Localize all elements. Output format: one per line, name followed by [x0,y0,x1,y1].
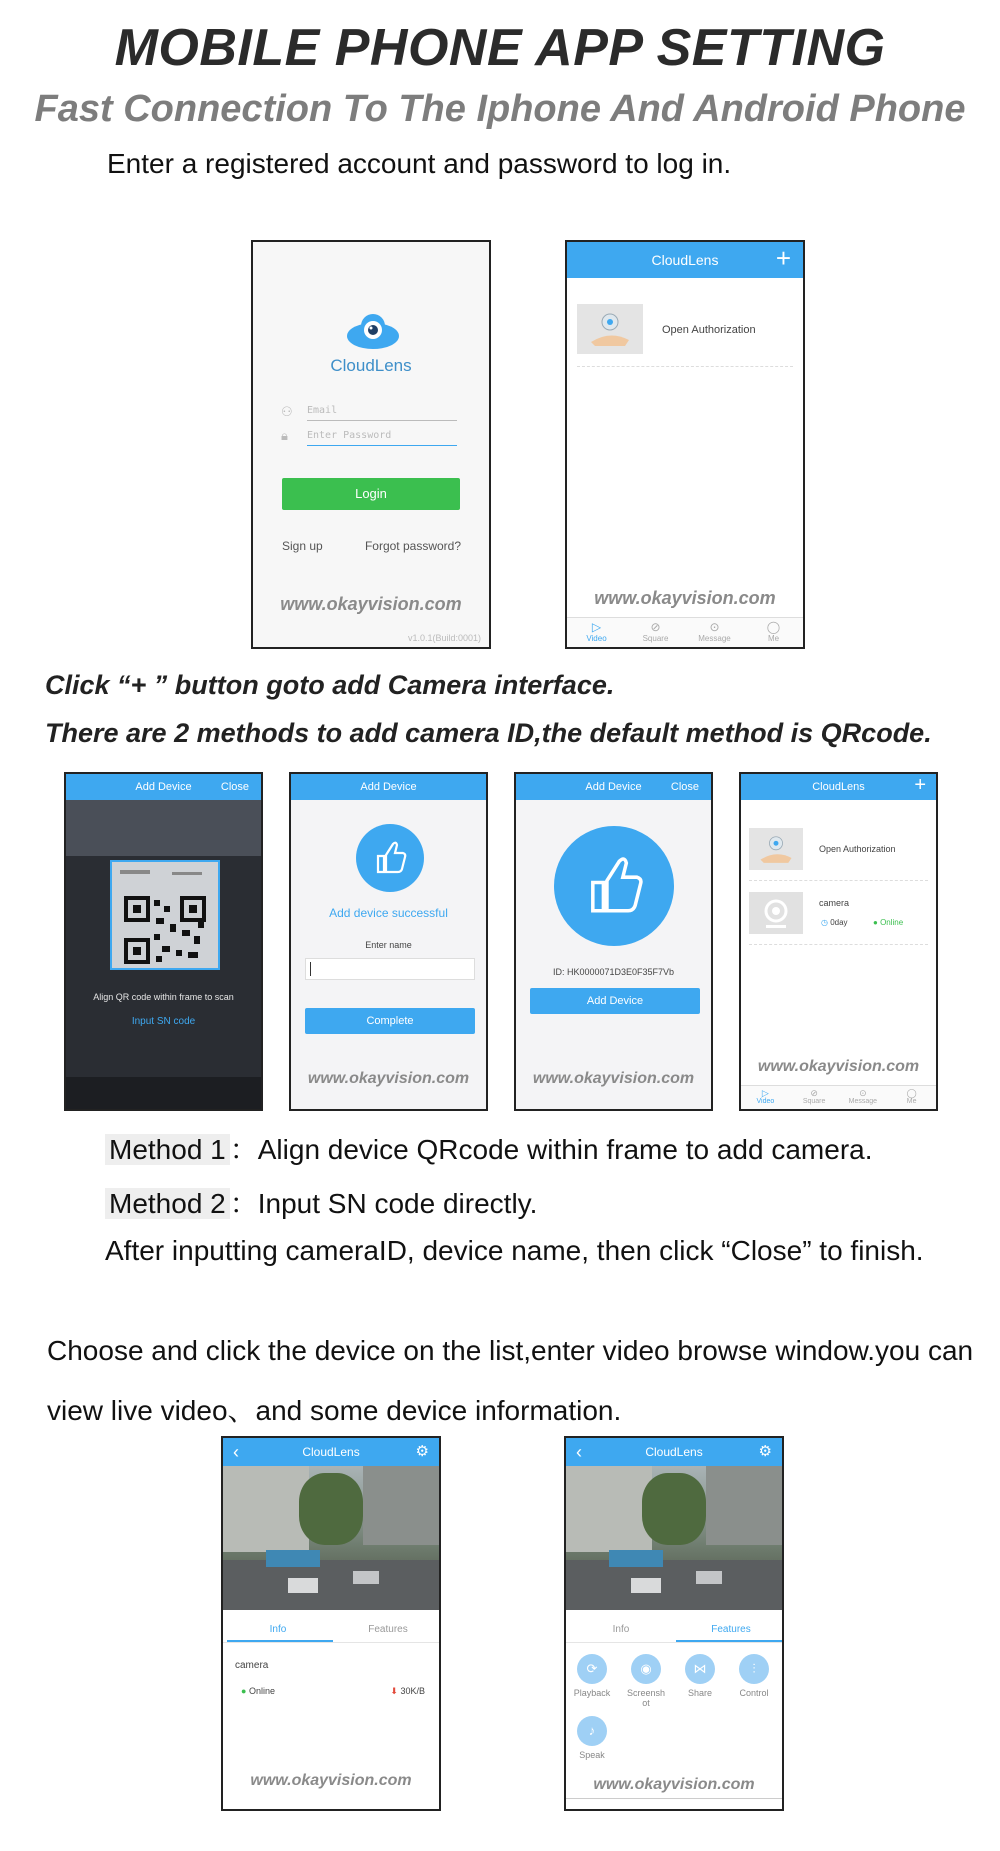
method1-label: Method 1 [105,1134,230,1165]
complete-button[interactable]: Complete [305,1008,475,1034]
tab-features[interactable]: Features [711,1624,751,1635]
screenshot-button[interactable]: ◉ Screensh ot [626,1654,666,1708]
forgot-password-link[interactable]: Forgot password? [364,539,461,553]
signup-link[interactable]: Sign up [282,539,323,553]
bottom-nav [567,617,803,647]
cloud-camera-logo [345,312,401,350]
tab-info[interactable]: Info [612,1624,630,1635]
page-title: MOBILE PHONE APP SETTING [114,19,886,77]
device-id-text: ID: HK0000071D3E0F35F7Vb [552,967,675,977]
clock-icon: ◷ [821,918,831,927]
watermark: www.okayvision.com [250,1772,412,1789]
divider [749,880,928,881]
back-icon[interactable]: ‹ [233,1442,239,1462]
watermark: www.okayvision.com [532,1070,695,1087]
camera-status: ● Online [241,1686,275,1696]
scan-header [66,774,261,800]
email-field[interactable]: Email [307,405,457,421]
home-title: CloudLens [651,252,719,268]
choose-text-line2: view live video、and some device information. [47,1395,622,1426]
list-header [741,774,936,800]
method2-line [105,1182,537,1222]
two-methods-text: There are 2 methods to add camera ID,the default method is QRcode. [45,718,932,748]
nav-me[interactable]: ◯ Me [744,618,803,647]
login-brand: CloudLens [330,356,412,375]
watermark: www.okayvision.com [280,594,462,614]
features-screen [564,1436,784,1811]
camera-view-background [66,800,261,856]
playback-button[interactable]: ⟳ Playback [572,1654,612,1698]
home-screen [565,240,805,649]
password-field[interactable]: Enter Password [307,430,457,446]
click-plus-text: Click “+ ” button goto add Camera interface. [45,670,615,700]
camera-name: camera [235,1660,269,1671]
live-video[interactable] [566,1466,782,1610]
compass-icon: ⊘ [650,620,661,634]
info-header [223,1438,439,1466]
authorization-item[interactable]: Open Authorization [819,844,896,854]
success-header [291,774,486,800]
camera-icon: ◉ [631,1654,661,1684]
nav-video[interactable]: ▷ Video [567,618,626,647]
live-video[interactable] [223,1466,439,1610]
control-button[interactable]: ⫶ Control [734,1654,774,1698]
method1-line [105,1128,873,1168]
add-device-button[interactable]: Add Device [530,988,700,1014]
user-icon: ◯ [766,620,781,634]
authorization-thumbnail [577,304,643,354]
share-button[interactable]: ⋈ Share [680,1654,720,1698]
online-dot-icon: ● [873,918,881,927]
close-button[interactable]: Close [670,781,699,793]
divider [577,366,793,367]
lock-icon: 🔒︎ [281,428,288,443]
tab-features[interactable]: Features [368,1624,408,1635]
watermark: www.okayvision.com [757,1058,920,1075]
device-id-header [516,774,711,800]
camera-thumbnail[interactable] [749,892,803,934]
success-message: Add device successful [329,906,448,920]
message-icon: ⊙ [709,620,720,634]
text-cursor [310,962,311,976]
gear-icon[interactable]: ⚙ [758,1443,772,1460]
device-id-screen [514,772,713,1111]
divider [749,944,928,945]
add-device-button[interactable]: + [914,774,926,796]
enter-name-label: Enter name [365,940,412,950]
device-id-title: Add Device [585,781,642,793]
bottom-nav [741,1085,936,1109]
divider [566,1642,782,1643]
intro-text: Enter a registered account and password to log in. [107,148,732,179]
after-input-text: After inputting cameraID, device name, then click “Close” to finish. [105,1235,924,1266]
choose-text-line1: Choose and click the device on the list,enter video browse window.you can [47,1335,974,1366]
camera-status: ● Online [873,918,904,927]
tab-info[interactable]: Info [269,1624,287,1635]
qr-code [112,862,218,968]
nav-square[interactable]: ⊘ Square [626,618,685,647]
speed-readout: ⬇ 30K/B [390,1686,425,1696]
version-text: v1.0.1(Build:0001) [407,633,481,643]
scan-hint: Align QR code within frame to scan [93,992,234,1002]
divider [566,1798,782,1799]
close-button[interactable]: Close [220,781,249,793]
camera-days: ◷ 0day [821,918,848,927]
scan-title: Add Device [135,781,192,793]
divider [223,1642,439,1643]
input-sn-link[interactable]: Input SN code [131,1016,196,1027]
authorization-item[interactable]: Open Authorization [662,324,756,336]
authorization-thumbnail [749,828,803,870]
method2-text: ：Input SN code directly. [229,1188,538,1219]
watermark: www.okayvision.com [594,588,776,608]
features-header [566,1438,782,1466]
success-title: Add Device [360,781,417,793]
nav-video[interactable]: ▷ Video [741,1086,790,1109]
home-header [567,242,803,278]
thumbs-up-icon [554,826,674,946]
share-icon: ⋈ [685,1654,715,1684]
success-screen [289,772,488,1111]
method1-text: ：Align device QRcode within frame to add camera. [229,1134,873,1165]
video-icon: ▷ [761,1088,769,1098]
message-icon: ⊙ [859,1088,867,1098]
back-icon[interactable]: ‹ [576,1442,582,1462]
camera-name[interactable]: camera [819,898,850,908]
scan-screen [64,772,263,1111]
speak-button[interactable]: ♪ Speak [572,1716,612,1760]
user-icon: ⚇ [281,404,293,419]
nav-message[interactable]: ⊙ Message [839,1086,888,1109]
features-title: CloudLens [645,1445,703,1459]
compass-icon: ⊘ [810,1088,818,1098]
device-list-screen [739,772,938,1111]
list-title: CloudLens [812,781,865,793]
microphone-icon: ♪ [577,1716,607,1746]
video-icon: ▷ [591,620,602,634]
info-title: CloudLens [302,1445,360,1459]
page-subtitle: Fast Connection To The Iphone And Android Phone [34,88,966,130]
info-screen [221,1436,441,1811]
sliders-icon: ⫶ [739,1654,769,1684]
download-arrow-icon: ⬇ [390,1686,401,1696]
add-device-button[interactable]: + [775,243,791,273]
login-button[interactable]: Login [282,478,460,510]
thumbs-up-icon [356,824,424,892]
watermark: www.okayvision.com [307,1070,470,1087]
user-icon: ◯ [906,1088,917,1098]
scan-frame [110,860,220,970]
login-screen [251,240,491,649]
nav-me[interactable]: ◯ Me [887,1086,936,1109]
watermark: www.okayvision.com [593,1776,755,1793]
device-name-input[interactable] [305,958,475,980]
nav-message[interactable]: ⊙ Message [685,618,744,647]
playback-icon: ⟳ [577,1654,607,1684]
nav-square[interactable]: ⊘ Square [790,1086,839,1109]
gear-icon[interactable]: ⚙ [415,1443,429,1460]
scan-bottom-bar [66,1077,261,1109]
online-dot-icon: ● [241,1686,249,1696]
method2-label: Method 2 [105,1188,230,1219]
